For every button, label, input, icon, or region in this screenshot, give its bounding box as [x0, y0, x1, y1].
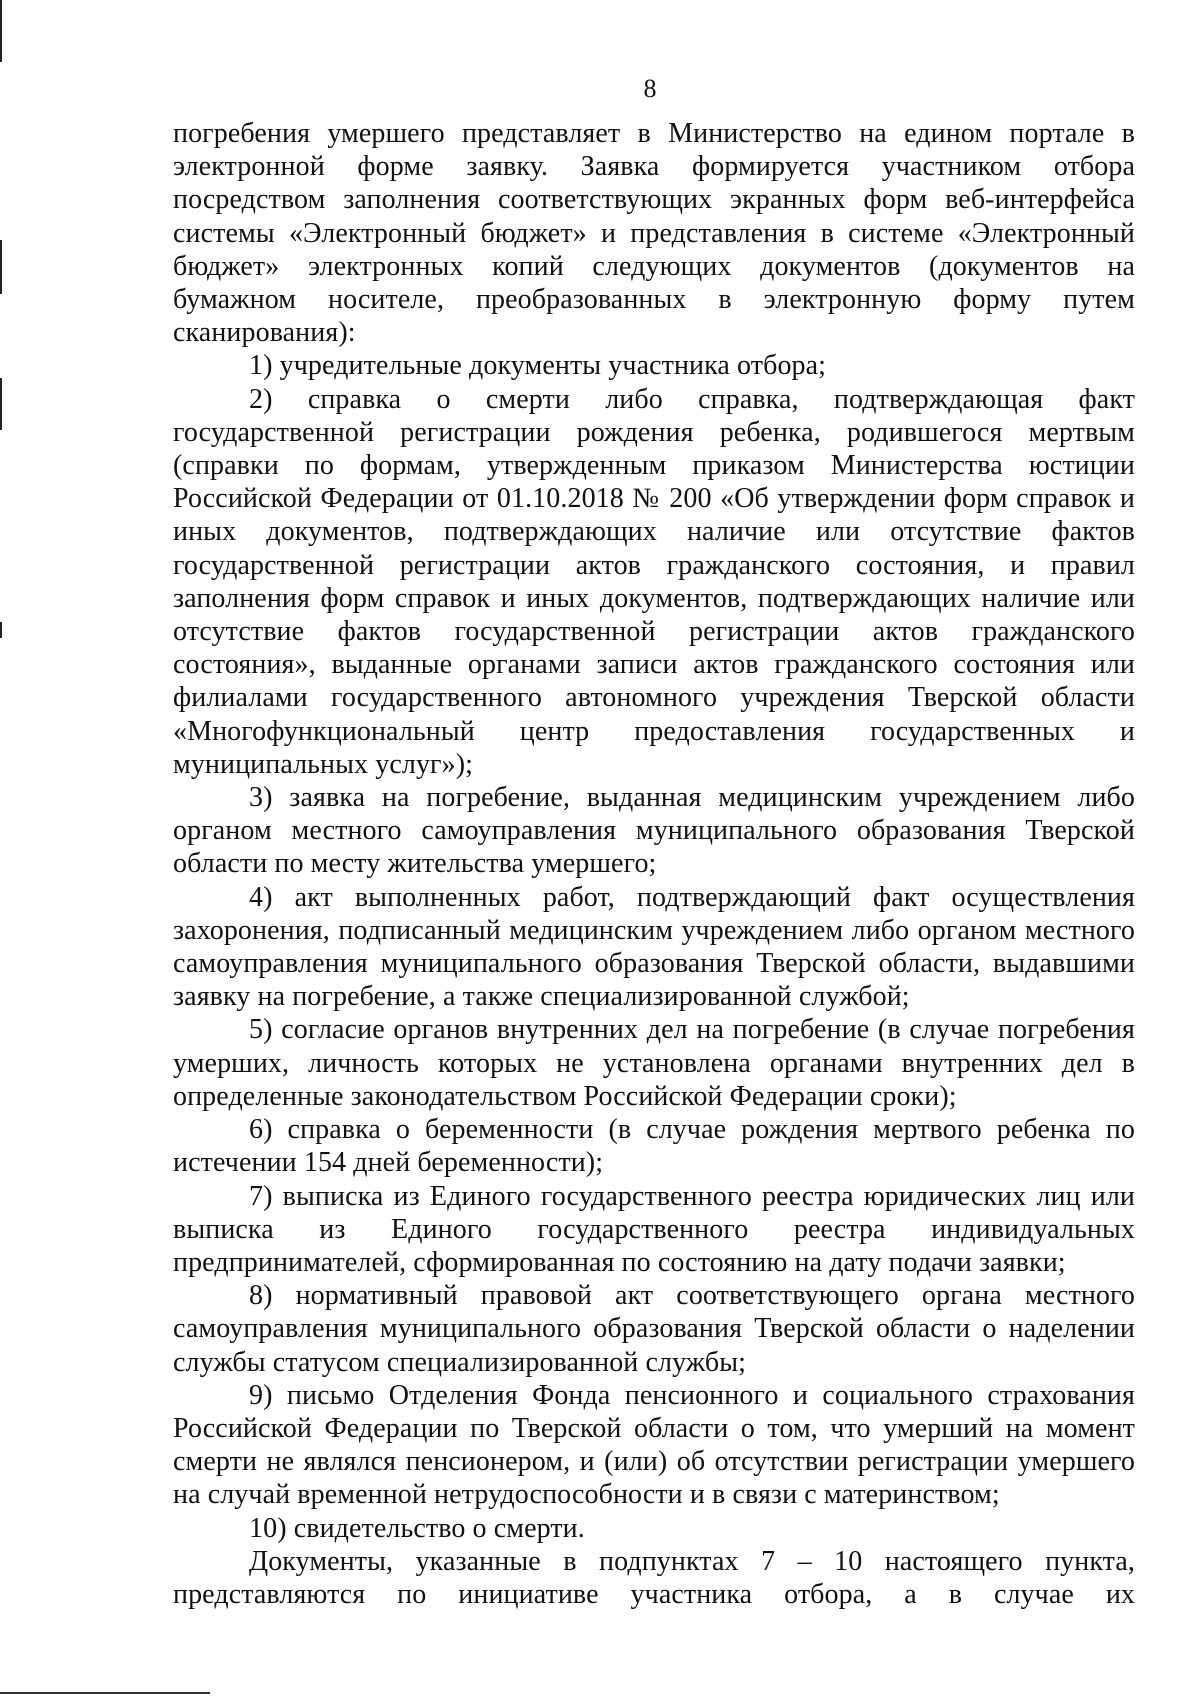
- list-item-4: 4) акт выполненных работ, подтверждающий факт осуществления захоронения, подписанный медицинским учреждением либо органом местного самоуправления муниципального образования Тверской области, выдавшими заявку на погребение, а также специализированной службой;: [173, 881, 1135, 1013]
- scan-bottom-line: [0, 1692, 210, 1694]
- document-body: [173, 117, 1135, 1611]
- scan-edge-mark: [0, 240, 2, 294]
- paragraph-continuation: погребения умершего представляет в Министерство на едином портале в электронной форме заявку. Заявка формируется участником отбора посредством заполнения соответствующих экранных форм веб-интерфейса системы «Электронный бюджет» и представления в системе «Электронный бюджет» электронных копий следующих документов (документов на бумажном носителе, преобразованных в электронную форму путем сканирования):: [173, 118, 1135, 349]
- closing-paragraph: Документы, указанные в подпунктах 7 – 10 настоящего пункта, представляются по инициативе участника отбора, а в случае их: [173, 1545, 1135, 1610]
- scan-edge-mark: [0, 378, 2, 430]
- list-item-5: 5) согласие органов внутренних дел на погребение (в случае погребения умерших, личность которых не установлена органами внутренних дел в определенные законодательством Российской Федерации сроки);: [173, 1014, 1135, 1112]
- list-item-10: 10) свидетельство о смерти.: [249, 1512, 585, 1544]
- list-item-8: 8) нормативный правовой акт соответствующего органа местного самоуправления муниципального образования Тверской области о наделении службы статусом специализированной службы;: [173, 1280, 1135, 1378]
- scan-edge-mark: [0, 0, 2, 62]
- list-item-3: 3) заявка на погребение, выданная медицинским учреждением либо органом местного самоуправления муниципального образования Тверской области по месту жительства умершего;: [173, 782, 1135, 880]
- list-item-2: 2) справка о смерти либо справка, подтверждающая факт государственной регистрации рождения ребенка, родившегося мертвым (справки по формам, утвержденным приказом Министерства юстиции Российской Федерации от 01.10.2018 № 200 «Об утверждении форм справок и иных документов, подтверждающих наличие или отсутствие фактов государственной регистрации актов гражданского состояния, и правил заполнения форм справок и иных документов, подтверждающих наличие или отсутствие фактов государственной регистрации актов гражданского состояния», выданные органами записи актов гражданского состояния или филиалами государственного автономного учреждения Тверской области «Многофункциональный центр предоставления государственных и муниципальных услуг»);: [173, 383, 1135, 780]
- list-item-7: 7) выписка из Единого государственного реестра юридических лиц или выписка из Единого государственного реестра индивидуальных предпринимателей, сформированная по состоянию на дату подачи заявки;: [173, 1180, 1135, 1278]
- scan-edge-mark: [0, 622, 2, 638]
- list-item-1: 1) учредительные документы участника отбора;: [249, 350, 827, 382]
- page-number: 8: [643, 74, 657, 103]
- list-item-9: 9) письмо Отделения Фонда пенсионного и социального страхования Российской Федерации по Тверской области о том, что умерший на момент смерти не являлся пенсионером, и (или) об отсутствии регистрации умершего на случай временной нетрудоспособности и в связи с материнством;: [173, 1379, 1135, 1511]
- list-item-6: 6) справка о беременности (в случае рождения мертвого ребенка по истечении 154 дней беременности);: [173, 1114, 1135, 1179]
